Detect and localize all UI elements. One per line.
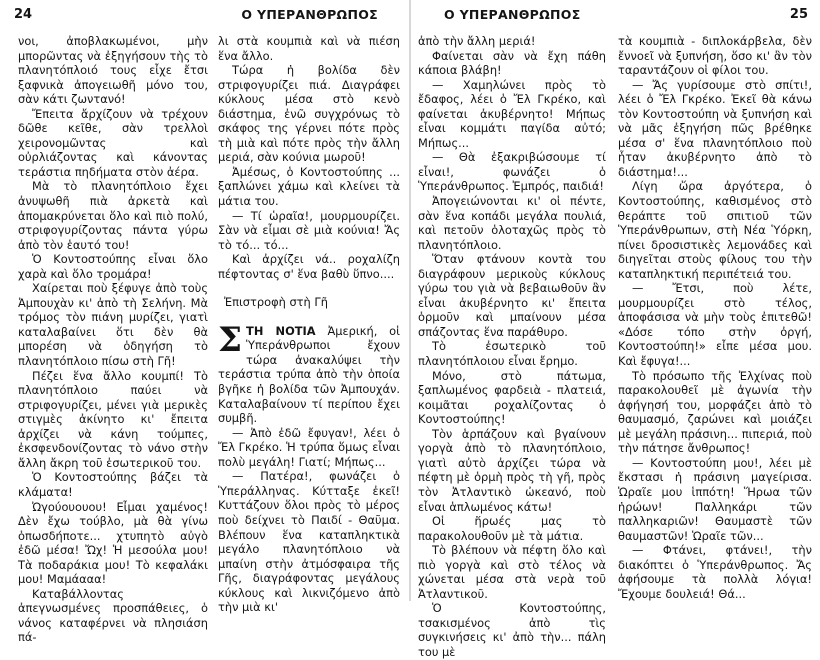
paragraph: Τὸν ἁρπάζουν καὶ βγαίνουν γοργὰ ἀπὸ τὸ πλανητόπλοιο, γιατὶ αὐτὸ ἀρχίζει τώρα νὰ πέφτη μὲ ὁρμὴ πρὸς τὴ γῆ, πρὸς τὸν Ἀτλαντικὸ ὠκεανό, ποὺ εἶναι ἁπλωμένος κάτω! [418,426,606,514]
paragraph: Ὠγούουουου! Εἶμαι χαμένος! Δὲν ἔχω τούβλο, μὰ θὰ γίνω ὁπωσδήποτε... χτυπητὸ αὐγὸ ἐδῶ μέσα! Ὤχ! Ἡ μεσούλα μου! Τὰ ποδαράκια μου! Τὸ κεφαλάκι μου! Μαμάααα! [18,499,208,587]
right-column-1 [418,34,606,659]
paragraph: Πέζει ἕνα ἄλλο κουμπί! Τὸ πλανητόπλοιο παύει νὰ στριφογυρίζει, μένει γιὰ μερικὲς στιγμὲς ἀκίνητο κι' ἔπειτα ἀρχίζει νὰ κάνη τούμπες, ἐκσφενδονίζοντας τὸ νάνο στὴν ἄλλη ἄκρη τοῦ ἐσωτερικοῦ του. [18,368,208,470]
right-running-title: Ο ΥΠΕΡΑΝΘΡΩΠΟΣ [444,7,581,22]
left-column-1 [18,34,208,645]
paragraph: τὰ κουμπιὰ - διπλοκάρβελα, δὲν ἔννοεῖ νὰ ξυπνήση, ὅσο κι' ἂν τὸν ταραντάζουν οἱ φίλοι του. [618,34,812,78]
right-page-header [424,4,808,26]
paragraph: Οἱ ἥρωές μας τὸ παρακολουθοῦν μὲ τὰ μάτια. [418,514,606,543]
paragraph: — Κοντοστούπη μου!, λέει μὲ ἔκστασι ἡ πράσινη μαγείρισα. Ὡραῖε μου ἱππότη! Ἥρωα τῶν ἡρώων! Παλληκάρι τῶν παλληκαριῶν! Θαυμαστὲ τῶν θαυμαστῶν! Ὡραῖε τῶν... [618,455,812,543]
paragraph: Ὁ Κοντοστούπης βάζει τὰ κλάματα! [18,470,208,499]
paragraph: — Πατέρα!, φωνάζει ὁ Ὑπεράλληνας. Κύτταξε ἐκεῖ! Κυττάζουν ὅλοι πρὸς τὸ μέρος ποὺ δείχνει τὸ Παιδί - Θαῦμα. Βλέπουν ἕνα καταπληκτικὰ μεγάλο πλανητόπλοιο νὰ μπαίνη στὴν ἀτμόσφαιρα τῆς Γῆς, διαγράφοντας μεγάλους κύκλους καὶ λικνιζόμενο ἀπὸ τὴν μιὰ κι' [218,469,400,615]
right-page-number: 25 [789,7,808,22]
paragraph: Ἀμέσως, ὁ Κοντοστούπης ... ξαπλώνει χάμω καὶ κλείνει τὰ μάτια του. [218,164,400,209]
left-column-2 [218,34,401,615]
paragraph: Τὸ βλέπουν νὰ πέφτη ὅλο καὶ πιὸ γοργὰ καὶ στὸ τέλος νὰ χώνεται μέσα στὰ νερὰ τοῦ Ἀτλαντικοῦ. [418,543,606,601]
paragraph: — Ἀπὸ ἐδῶ ἔφυγαν!, λέει ὁ Ἔλ Γκρέκο. Ἡ τρύπα ὅμως εἶναι πολὺ μεγάλη! Γιατί; Μήπως... [218,425,400,469]
paragraph: Μόνο, στὸ πάτωμα, ξαπλωμένος φαρδειὰ - πλατειά, κοιμᾶται ροχαλίζοντας ὁ Κοντοστούπης! [418,368,606,427]
paragraph: — Τί ὡραῖα!, μουρμουρίζει. Σὰν νὰ εἶμαι σὲ μιὰ κούνια! Ἄς τὸ τό... τό... [218,208,400,252]
paragraph: Ὁ Κοντοστούπης, τσακισμένος ἀπὸ τὶς συγκινήσεις κι' ἀπὸ τὴν... πάλη του μὲ [418,601,606,659]
paragraph: — Χαμηλώνει πρὸς τὸ ἔδαφος, λέει ὁ Ἔλ Γκρέκο, καὶ φαίνεται ἀκυβέρνητο! Μήπως εἶναι κομμάτι παγίδα αὐτό; Μήπως... [418,77,606,150]
right-column-2 [618,34,812,599]
paragraph: Λίγη ὥρα ἀργότερα, ὁ Κοντοστούπης, καθισμένος στὸ θεράπτε τοῦ σπιτιοῦ τῶν Ὑπεράνθρωπων, στὴ Νέα Ὑόρκη, πίνει δροσιστικὲς λεμονάδες καὶ διηγεῖται στοὺς φίλους του τὴν καταπληκτική περιπέτειά του. [618,179,812,281]
paragraph: — Ἔτσι, ποὺ λέτε, μουρμουρίζει στὸ τέλος, ἀποφάσισα νὰ μὴν τοὺς ἐπιτεθῶ! «Δόσε τόπο στὴν ὀργή, Κοντοστούπη!» εἶπε μέσα μου. Καὶ ἔφυγα!... [618,281,812,369]
left-page [0,0,410,645]
section-spacer [218,310,400,324]
left-running-title: Ο ΥΠΕΡΑΝΘΡΩΠΟΣ [241,7,378,22]
section-heading: Ἐπιστροφὴ στὴ Γῆ [224,295,328,310]
paragraph: λι στὰ κουμπιὰ καὶ νὰ πιέση ἕνα ἄλλο. [218,34,400,63]
paragraph: Φαίνεται σὰν νὰ ἔχη πάθη κάποια βλάβη! [418,48,606,78]
left-page-number: 24 [14,7,33,22]
paragraph: Ὁ Κοντοστούπης εἶναι ὅλο χαρὰ καὶ ὅλο τρομάρα! [18,252,208,281]
paragraph: Χαίρεται ποὺ ξέφυγε ἀπὸ τοὺς Ἀμπουχὰν κι' ἀπὸ τὴ Σελήνη. Μὰ τρόμος τὸν πιάνη μυρίζει, γιατὶ καταλαβαίνει ὅτι δὲν θὰ μπορέση νὰ ὁδηγήση τὸ πλανητόπλοιο πίσω στὴ Γῆ! [18,281,208,369]
left-page-header [14,4,398,26]
paragraph-text: Ἀμερική, οἱ Ὑπεράνθρωποι ἔχουν τώρα ἀνακαλύψει τὴν τεράστια τρύπα ἀπὸ τὴν ὁποία βγῆκε ἡ βολίδα τῶν Ἀμπουχάν. Καταλαβαίνουν τί περίπου ἔχει συμβῆ. [218,323,401,426]
paragraph: — Ἄς γυρίσουμε στὸ σπίτι!, λέει ὁ Ἔλ Γκρέκο. Ἐκεῖ θὰ κάνω τὸν Κοντοστούπη νὰ ξυπνήση καὶ νὰ μᾶς ἐξηγήση πῶς βρέθηκε μέσα σ' ἕνα πλανητόπλοιο ποὺ ἦταν ἀκυβέρνητο ἀπὸ τὸ διάστημα!... [618,77,812,179]
paragraph: ἀπὸ τὴν ἄλλη μεριά! [418,34,536,48]
paragraph: Τὸ πρόσωπο τῆς Ἐλχίνας ποὺ παρακολουθεῖ μὲ ἀγωνία τὴν ἀφήγησή του, μορφάζει ἀπὸ τὸ θαυμασμό, ζαρώνει καὶ μοιάζει μὲ μεγάλη πράσινη... πιπεριά, ποὺ τὴν πάτησε ἄνθρωπος! [618,368,812,456]
paragraph: — Θὰ ἐξακριβώσουμε τί εἶναι!, φωνάζει ὁ Ὑπεράνθρωπος. Ἐμπρός, παιδιά! [418,150,606,194]
paragraph: Καὶ ἀρχίζει νά.. ροχαλίζη πέφτοντας σ' ἕνα βαθὺ ὕπνο.... [218,252,400,281]
section-spacer [218,281,400,295]
paragraph: Τώρα ἡ βολίδα δὲν στριφογυρίζει πιά. Διαγράφει κύκλους μέσα στὸ κενὸ διάστημα, ἐνῶ συγχρόνως τὸ σκάφος της γέρνει πότε πρὸς τὴ μιὰ καὶ πότε πρὸς τὴν ἄλλη μεριά, σὰν κούνια μωροῦ! [218,63,400,165]
right-page [410,0,820,659]
paragraph: Καταβάλλοντας ἀπεγνωσμένες προσπάθειες, ὁ νάνος καταφέρνει νὰ πλησιάση πά- [18,586,208,645]
paragraph: νοι, ἀποβλακωμένοι, μὴν μπορῶντας νὰ ἐξηγήσουν τὴς τὸ πλανητόπλοιό τους εἶχε ἔτσι ξαφνικὰ ἀπογειωθῆ μόνο του, σὰν κάτι ζωντανό! [18,34,208,107]
paragraph: Τὸ ἐσωτερικὸ τοῦ πλανητόπλοιου εἶναι ἔρημο. [418,339,606,369]
drop-cap-letter: Σ [218,319,243,360]
lead-words: ΤΗ ΝΟΤΙΑ [246,323,316,338]
dropcap-paragraph [218,319,401,426]
paragraph: Ἔπειτα ἄρχίζουν νὰ τρέχουν δῶθε κεῖθε, σὰν τρελλοὶ χειρονομῶντας καὶ οὐρλιάζοντας καὶ κάνοντας τεράστια πηδήματα στὸν ἀέρα. [18,106,208,179]
paragraph: — Φτάνει, φτάνει!, τὴν διακόπτει ὁ Ὑπεράνθρωπος. Ἄς ἀφήσουμε τὰ πολλὰ λόγια! Ἔχουμε δουλειά! Θά... [618,543,812,601]
paragraph: Ἀπογειώνονται κι' οἱ πέντε, σὰν ἕνα κοπάδι μεγάλα πουλιά, καὶ πετοῦν ὁλοταχῶς πρὸς τὸ πλανητόπλοιο. [418,194,606,252]
paragraph: Μὰ τὸ πλανητόπλοιο ἔχει ἀνυψωθῆ πιὰ ἀρκετὰ καὶ ἀπομακρύνεται ὅλο καὶ πιὸ πολύ, στριφογυρίζοντας πάντα γύρω ἀπὸ τὸν ἑαυτό του! [18,179,208,252]
paragraph: Ὅταν φτάνουν κοντὰ του διαγράφουν μερικοὺς κύκλους γύρω του γιὰ νὰ βεβαιωθοῦν ἂν εἶναι ἀκυβέρνητο κι' ἔπειτα ὁρμοῦν καὶ μπαίνουν μέσα σπάζοντας ἕνα παράθυρο. [418,252,606,339]
